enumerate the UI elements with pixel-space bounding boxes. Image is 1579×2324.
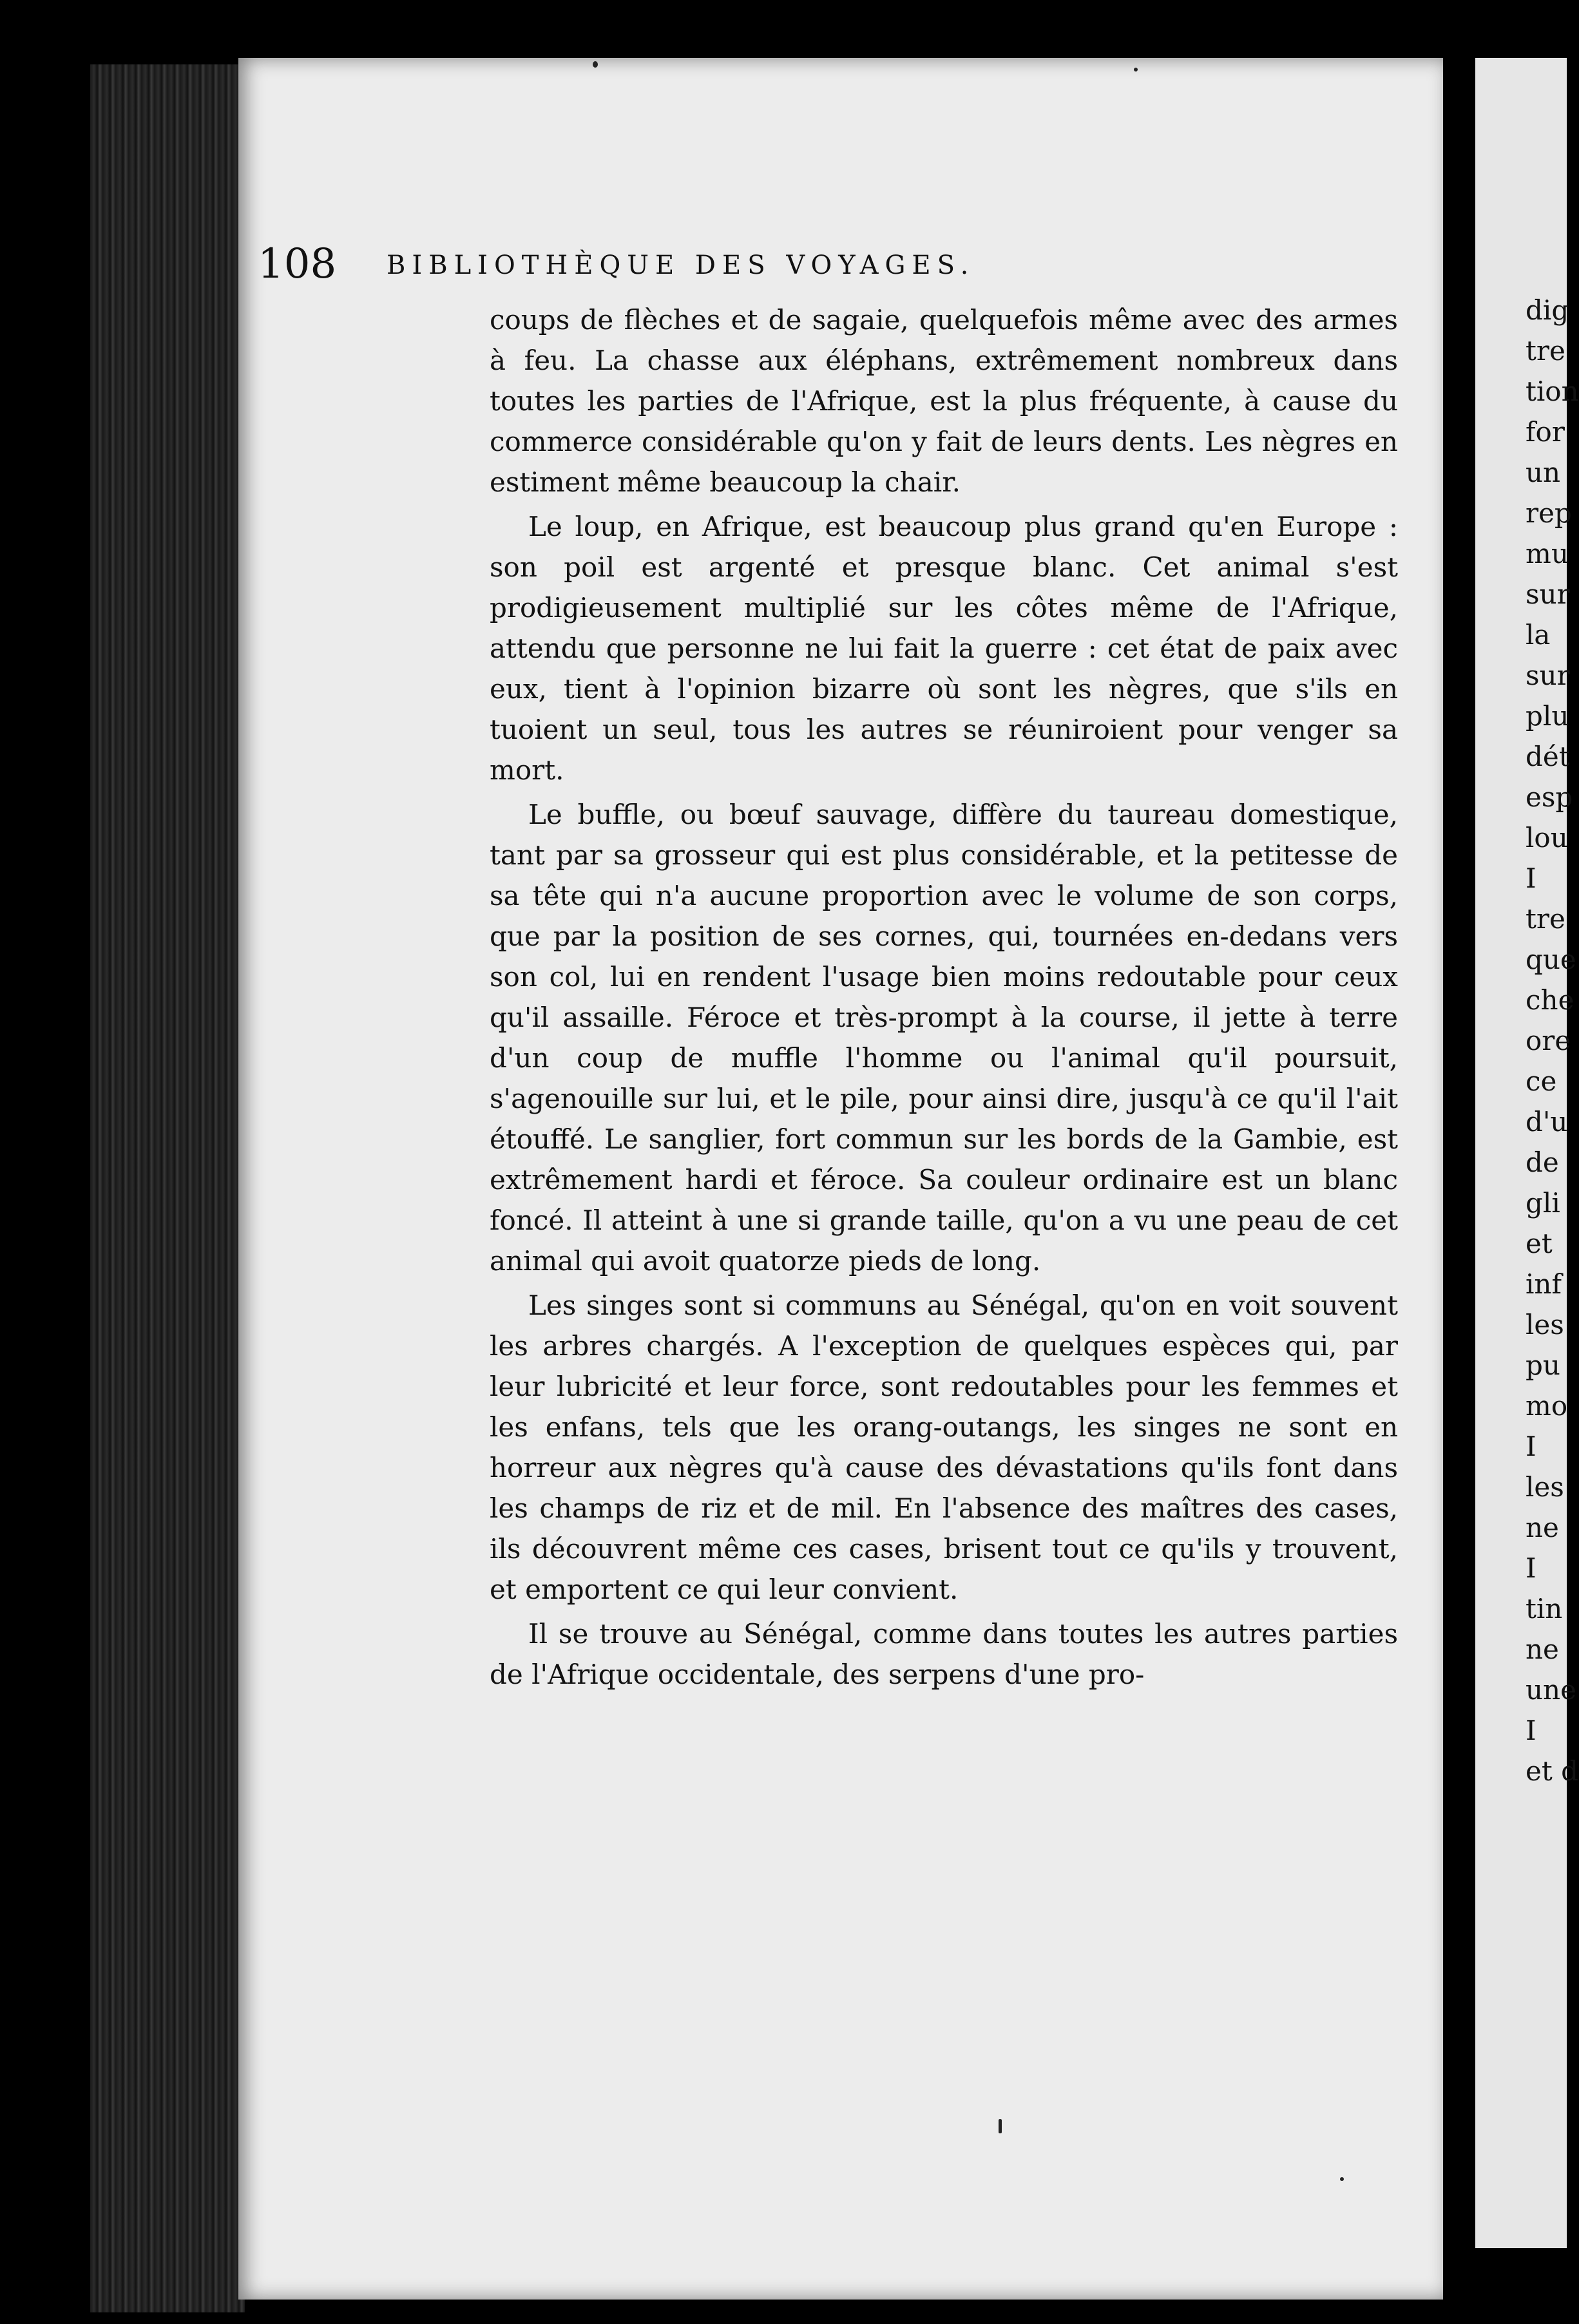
adjacent-page-fragment: et d <box>1526 1755 1578 1787</box>
adjacent-page-fragment: tre <box>1526 335 1565 367</box>
adjacent-page-fragment: gli <box>1526 1187 1560 1219</box>
adjacent-page-edge <box>1475 58 1579 2248</box>
adjacent-page-fragment: tin <box>1526 1593 1563 1624</box>
adjacent-page-fragment: tre <box>1526 903 1565 935</box>
scan-speck <box>1134 68 1138 71</box>
adjacent-page-fragment: les <box>1526 1309 1564 1340</box>
scan-speck <box>999 2119 1002 2133</box>
adjacent-page-fragment: inf <box>1526 1268 1562 1300</box>
adjacent-page-fragment: d'u <box>1526 1106 1568 1138</box>
adjacent-page-fragment: mu <box>1526 538 1569 569</box>
paragraph-elephant-hunt: coups de flèches et de sagaie, quelquefois même avec des armes à feu. La chasse aux éléphans, extrêmement nombreux dans toutes les parties de l'Afrique, est la plus fréquente, à cause du commerce considérable qu'on y fait de leurs dents. Les nègres en estiment même beaucoup la chair. <box>490 304 1398 498</box>
adjacent-page-fragment: les <box>1526 1471 1564 1503</box>
adjacent-page-fragment: pu <box>1526 1349 1560 1381</box>
paragraph-buffalo-boar: Le buffle, ou bœuf sauvage, diffère du taureau domestique, tant par sa grosseur qui est plus considérable, et la petitesse de sa tête qui n'a aucune proportion avec le volume de son corps, que par la position de ses cornes, qui, tournées en-dedans vers son col, lui en rendent l'usage bien moins redoutable pour ceux qu'il assaille. Féroce et très-prompt à la course, il jette à terre d'un coup de muffle l'homme ou l'animal qu'il poursuit, s'agenouille sur lui, et le pile, pour ainsi dire, jusqu'à ce qu'il l'ait étouffé. Le sanglier, fort commun sur les bords de la Gambie, est extrêmement hardi et féroce. Sa couleur ordinaire est un blanc foncé. Il atteint à une si grande taille, qu'on a vu une peau de cet animal qui avoit quatorze pieds de long. <box>490 799 1398 1277</box>
adjacent-page-fragment: ce <box>1526 1065 1557 1097</box>
adjacent-page-fragment: la <box>1526 619 1551 651</box>
scan-speck <box>593 61 598 68</box>
adjacent-page-fragment: dét <box>1526 741 1570 772</box>
adjacent-page-fragment: dig <box>1526 294 1569 326</box>
paragraph-wolf: Le loup, en Afrique, est beaucoup plus grand qu'en Europe : son poil est argenté et presque blanc. Cet animal s'est prodigieusement multiplié sur les côtes même de l'Afrique, attendu que personne ne lui fait la guerre : cet état de paix avec eux, tient à l'opinion bizarre où sont les nègres, que s'ils en tuoient un seul, tous les autres se réuniroient pour venger sa mort. <box>490 511 1398 786</box>
page-number: 108 <box>258 240 337 288</box>
running-title: BIBLIOTHÈQUE DES VOYAGES. <box>387 251 975 280</box>
adjacent-page-fragment: que <box>1526 944 1576 975</box>
adjacent-page-fragment: un <box>1526 457 1561 488</box>
page-body <box>490 300 1398 1699</box>
adjacent-page-fragment: I <box>1526 862 1536 894</box>
adjacent-page-fragment: tion <box>1526 376 1579 407</box>
adjacent-page-fragment: esp <box>1526 781 1573 813</box>
adjacent-page-fragment: mo <box>1526 1390 1568 1422</box>
adjacent-page-fragment: sur <box>1526 578 1570 610</box>
running-head <box>258 238 1301 290</box>
paragraph-serpents: Il se trouve au Sénégal, comme dans toutes les autres parties de l'Afrique occidentale, des serpens d'une pro- <box>490 1618 1398 1690</box>
adjacent-page-fragment: ne <box>1526 1512 1559 1543</box>
adjacent-page-fragment: plu <box>1526 700 1569 732</box>
adjacent-page-fragment: et <box>1526 1228 1553 1259</box>
scan-speck <box>1340 2177 1344 2181</box>
adjacent-page-fragment: I <box>1526 1715 1536 1746</box>
adjacent-page-fragment: de <box>1526 1147 1559 1178</box>
adjacent-page-fragment: ne <box>1526 1633 1559 1665</box>
adjacent-page-fragment: rep <box>1526 497 1572 529</box>
paragraph-monkeys: Les singes sont si communs au Sénégal, qu'on en voit souvent les arbres chargés. A l'exception de quelques espèces qui, par leur lubricité et leur force, sont redoutables pour les femmes et les enfans, tels que les orang-outangs, les singes ne sont en horreur aux nègres qu'à cause des dévastations qu'ils font dans les champs de riz et de mil. En l'absence des maîtres des cases, ils découvrent même ces cases, brisent tout ce qu'ils y trouvent, et emportent ce qui leur convient. <box>490 1290 1398 1605</box>
adjacent-page-fragment: lou <box>1526 822 1568 853</box>
adjacent-page-fragments <box>1526 290 1579 1791</box>
adjacent-page-fragment: for <box>1526 416 1565 448</box>
book-binding <box>90 64 245 2312</box>
adjacent-page-fragment: sur <box>1526 660 1570 691</box>
adjacent-page-fragment: ore <box>1526 1025 1571 1056</box>
adjacent-page-fragment: I <box>1526 1552 1536 1584</box>
adjacent-page-fragment: une <box>1526 1674 1576 1706</box>
adjacent-page-fragment: I <box>1526 1431 1536 1462</box>
adjacent-page-fragment: che <box>1526 984 1574 1016</box>
